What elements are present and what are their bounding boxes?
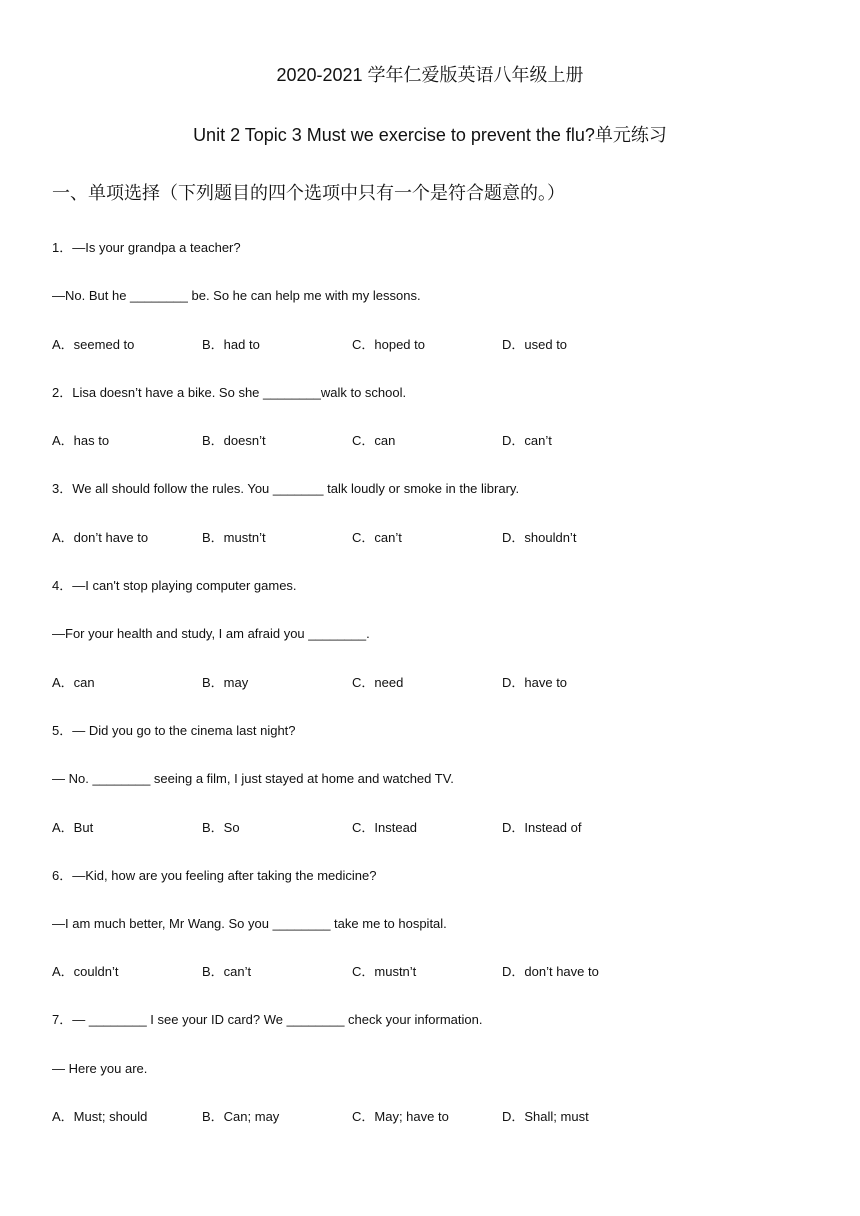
question-5-stem: 5．— Did you go to the cinema last night? bbox=[52, 723, 296, 738]
question-2-option-a: A．has to bbox=[52, 433, 110, 448]
document-title: 2020-2021 学年仁爱版英语八年级上册 bbox=[276, 65, 584, 85]
question-6-option-c: C．mustn’t bbox=[352, 964, 417, 979]
section-heading: 一、单项选择（下列题目的四个选项中只有一个是符合题意的。） bbox=[52, 183, 565, 203]
question-1-option-a: A．seemed to bbox=[52, 337, 135, 352]
question-4-option-a: A．can bbox=[52, 675, 95, 690]
question-2-option-c: C．can bbox=[352, 433, 396, 448]
question-6-stem: 6．—Kid, how are you feeling after taking the medicine? bbox=[52, 868, 377, 883]
question-6-option-a: A．couldn’t bbox=[52, 964, 119, 979]
question-1-option-d: D．used to bbox=[502, 337, 568, 352]
question-7-response: — Here you are. bbox=[52, 1061, 148, 1076]
question-4-response: —For your health and study, I am afraid you ________. bbox=[52, 626, 370, 641]
question-7-option-c: C．May; have to bbox=[352, 1109, 449, 1124]
question-2-option-d: D．can’t bbox=[502, 433, 552, 448]
question-7-option-d: D．Shall; must bbox=[502, 1109, 589, 1124]
question-1-stem: 1．—Is your grandpa a teacher? bbox=[52, 240, 241, 255]
question-3-option-b: B．mustn’t bbox=[202, 530, 266, 545]
question-6-option-d: D．don’t have to bbox=[502, 964, 599, 979]
question-5-response: — No. ________ seeing a film, I just stayed at home and watched TV. bbox=[52, 771, 454, 786]
question-4-option-d: D．have to bbox=[502, 675, 568, 690]
question-4-option-c: C．need bbox=[352, 675, 404, 690]
question-6-option-b: B．can’t bbox=[202, 964, 252, 979]
document-subtitle: Unit 2 Topic 3 Must we exercise to prevent the flu?单元练习 bbox=[193, 125, 667, 145]
question-5-option-d: D．Instead of bbox=[502, 820, 582, 835]
question-1-option-b: B．had to bbox=[202, 337, 260, 352]
question-3-option-d: D．shouldn’t bbox=[502, 530, 577, 545]
question-2-option-b: B．doesn’t bbox=[202, 433, 266, 448]
question-2-stem: 2．Lisa doesn’t have a bike. So she ________walk to school. bbox=[52, 385, 407, 400]
question-3-option-a: A．don’t have to bbox=[52, 530, 149, 545]
question-5-option-c: C．Instead bbox=[352, 820, 418, 835]
question-4-stem: 4．—I can't stop playing computer games. bbox=[52, 578, 297, 593]
question-7-option-b: B．Can; may bbox=[202, 1109, 280, 1124]
question-1-response: —No. But he ________ be. So he can help me with my lessons. bbox=[52, 288, 421, 303]
question-1-option-c: C．hoped to bbox=[352, 337, 425, 352]
question-3-option-c: C．can’t bbox=[352, 530, 402, 545]
question-7-option-a: A．Must; should bbox=[52, 1109, 148, 1124]
question-6-response: —I am much better, Mr Wang. So you ________ take me to hospital. bbox=[52, 916, 447, 931]
question-5-option-b: B．So bbox=[202, 820, 240, 835]
question-7-stem: 7．— ________ I see your ID card? We ________ check your information. bbox=[52, 1012, 483, 1027]
question-5-option-a: A．But bbox=[52, 820, 94, 835]
question-4-option-b: B．may bbox=[202, 675, 249, 690]
question-3-stem: 3．We all should follow the rules. You _______ talk loudly or smoke in the library. bbox=[52, 481, 520, 496]
